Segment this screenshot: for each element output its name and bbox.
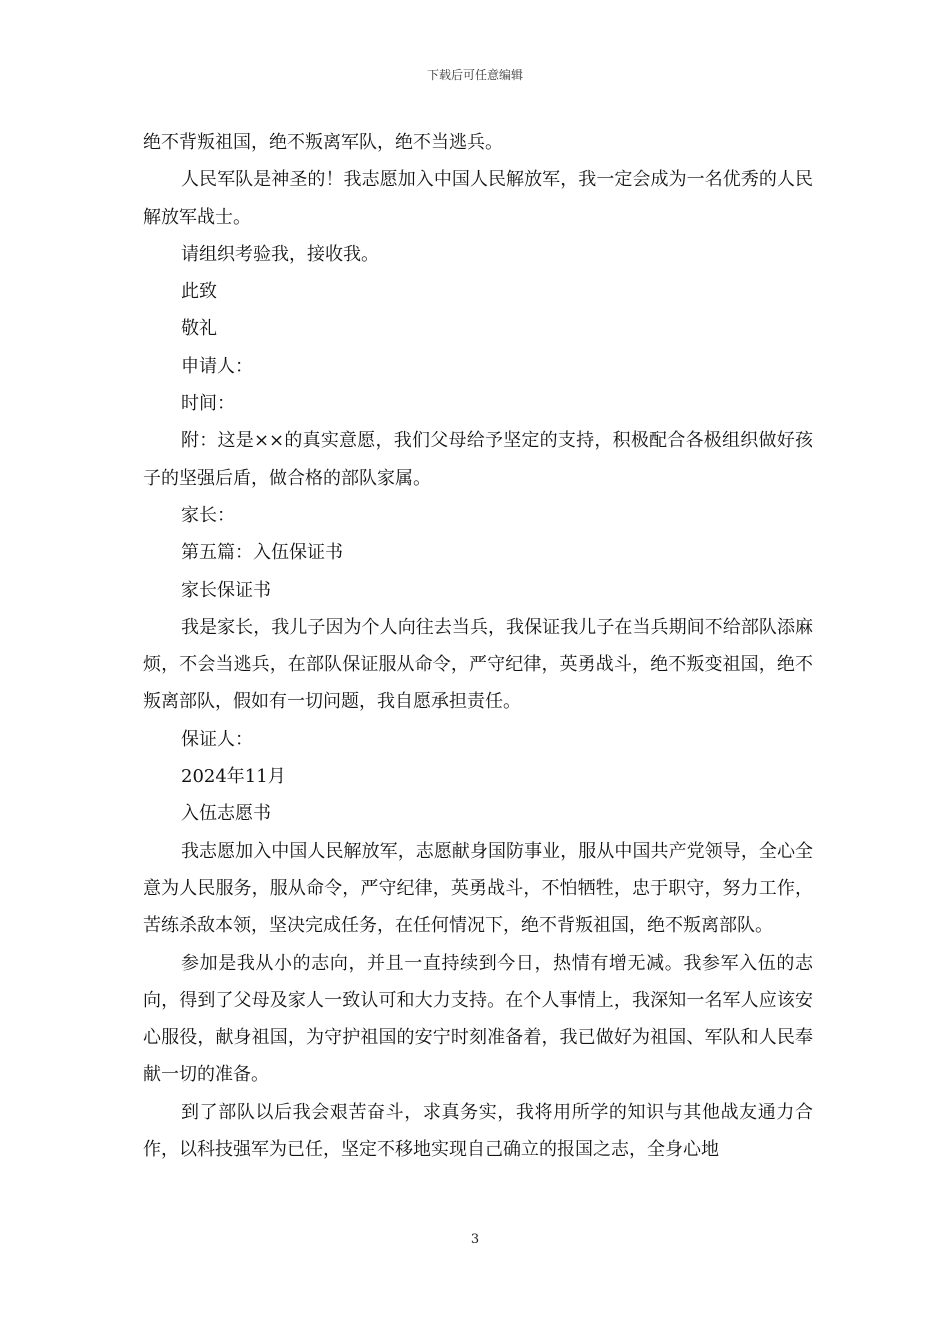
paragraph: 申请人： <box>181 355 253 377</box>
paragraph: 时间： <box>181 393 235 415</box>
document-title: 入伍志愿书 <box>181 803 271 825</box>
paragraph: 保证人： <box>181 728 253 750</box>
document-title: 家长保证书 <box>181 579 271 601</box>
paragraph: 敬礼 <box>181 318 217 340</box>
document-body <box>143 124 813 1168</box>
date-line: 2024年11月 <box>181 766 286 788</box>
section-title: 第五篇：入伍保证书 <box>181 542 343 564</box>
paragraph: 我志愿加入中国人民解放军，志愿献身国防事业，服从中国共产党领导，全心全意为人民服务，服从命令，严守纪律，英勇战斗，不怕牺牲，忠于职守，努力工作，苦练杀敌本领，坚决完成任务，在任何情况下，绝不背叛祖国，绝不叛离部队。 <box>143 840 813 937</box>
paragraph: 到了部队以后我会艰苦奋斗，求真务实，我将用所学的知识与其他战友通力合作，以科技强军为已任，坚定不移地实现自己确立的报国之志，全身心地 <box>143 1101 813 1161</box>
page-header: 下载后可任意编辑 <box>426 68 523 82</box>
paragraph: 附：这是××的真实意愿，我们父母给予坚定的支持，积极配合各极组织做好孩子的坚强后盾，做合格的部队家属。 <box>143 430 813 489</box>
paragraph: 人民军队是神圣的！我志愿加入中国人民解放军，我一定会成为一名优秀的人民解放军战士。 <box>143 169 813 228</box>
paragraph: 绝不背叛祖国，绝不叛离军队，绝不当逃兵。 <box>143 132 503 153</box>
paragraph: 参加是我从小的志向，并且一直持续到今日，热情有增无减。我参军入伍的志向，得到了父母及家人一致认可和大力支持。在个人事情上，我深知一名军人应该安心服役，献身祖国，为守护祖国的安宁时刻准备着，我已做好为祖国、军队和人民奉献一切的准备。 <box>143 952 813 1086</box>
paragraph: 家长： <box>181 504 235 526</box>
paragraph: 此致 <box>181 281 217 303</box>
paragraph: 我是家长，我儿子因为个人向往去当兵，我保证我儿子在当兵期间不给部队添麻烦，不会当逃兵，在部队保证服从命令，严守纪律，英勇战斗，绝不叛变祖国，绝不叛离部队，假如有一切问题，我自愿承担责任。 <box>143 616 813 713</box>
paragraph: 请组织考验我，接收我。 <box>181 243 379 265</box>
page-number: 3 <box>470 1232 480 1247</box>
